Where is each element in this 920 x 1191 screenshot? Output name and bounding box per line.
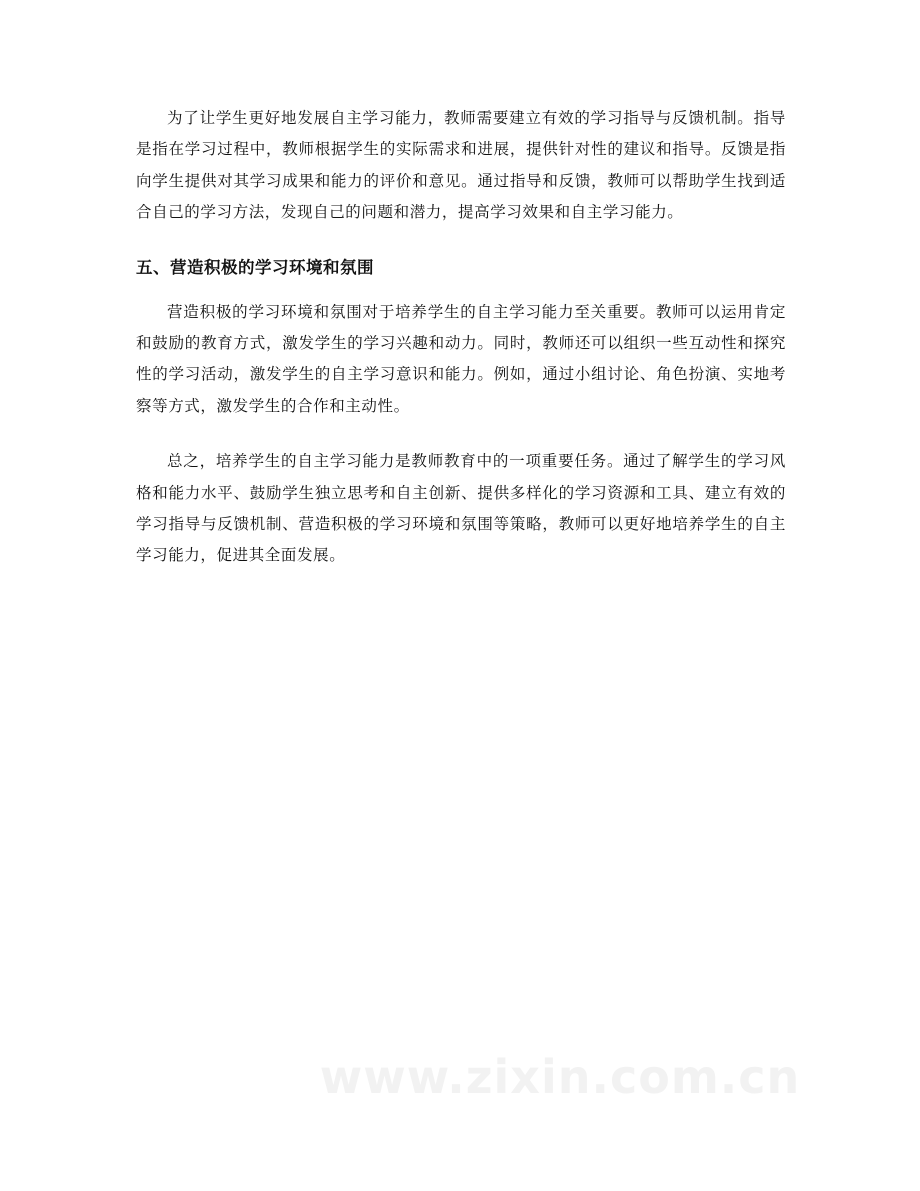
paragraph-learning-environment: 营造积极的学习环境和氛围对于培养学生的自主学习能力至关重要。教师可以运用肯定和鼓励的教育方式，激发学生的学习兴趣和动力。同时，教师还可以组织一些互动性和探究性的学习活动，激发学生的自主学习意识和能力。例如，通过小组讨论、角色扮演、实地考察等方式，激发学生的合作和主动性。 <box>136 302 786 415</box>
paragraph-feedback-mechanism: 为了让学生更好地发展自主学习能力，教师需要建立有效的学习指导与反馈机制。指导是指在学习过程中，教师根据学生的实际需求和进展，提供针对性的建议和指导。反馈是指向学生提供对其学习成果和能力的评价和意见。通过指导和反馈，教师可以帮助学生找到适合自己的学习方法，发现自己的问题和潜力，提高学习效果和自主学习能力。 <box>136 109 786 222</box>
watermark: www.zixin.com.cn <box>319 1050 801 1104</box>
document-body <box>136 103 786 596</box>
paragraph-conclusion: 总之，培养学生的自主学习能力是教师教育中的一项重要任务。通过了解学生的学习风格和能力水平、鼓励学生独立思考和自主创新、提供多样化的学习资源和工具、建立有效的学习指导与反馈机制、营造积极的学习环境和氛围等策略，教师可以更好地培养学生的自主学习能力，促进其全面发展。 <box>136 452 786 565</box>
section-heading: 五、营造积极的学习环境和氛围 <box>136 257 374 277</box>
